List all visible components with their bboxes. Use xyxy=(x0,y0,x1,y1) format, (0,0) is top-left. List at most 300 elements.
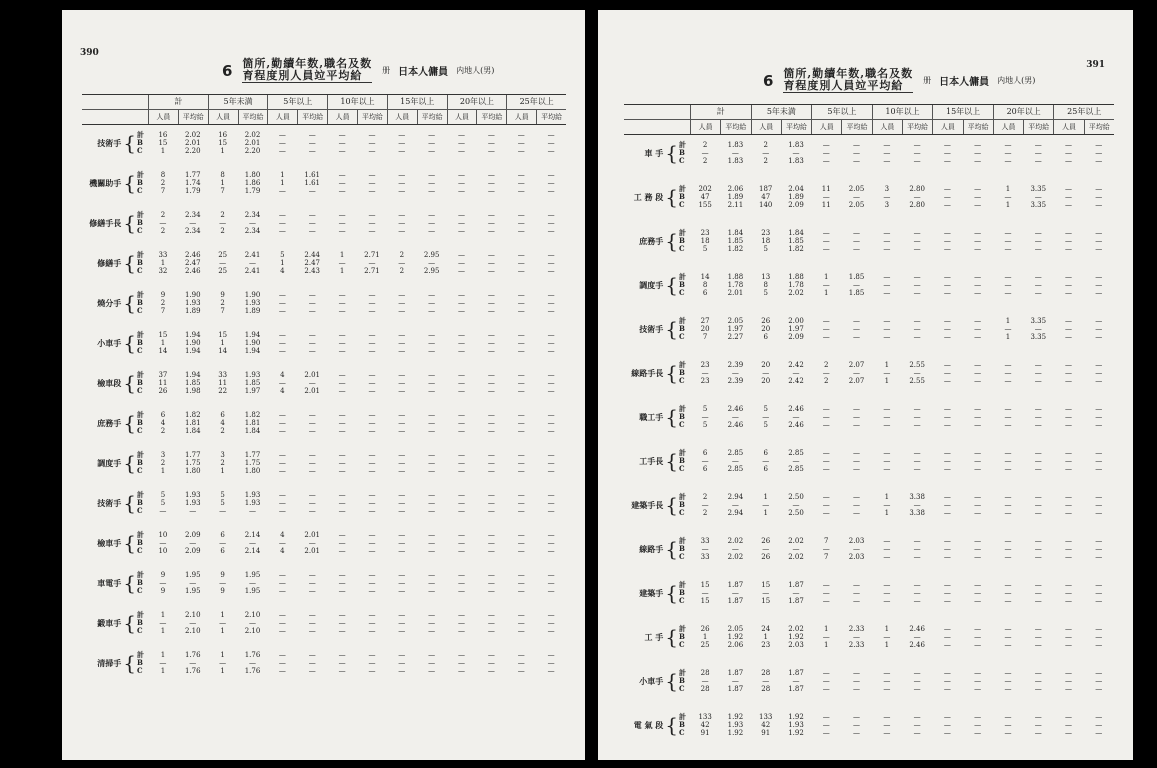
table-cell: — xyxy=(487,339,495,347)
table-cell: — xyxy=(974,633,982,641)
table-cell: — xyxy=(487,387,495,395)
table-cell: — xyxy=(308,659,316,667)
table-cell: 2.02 xyxy=(244,131,261,139)
row-group-label xyxy=(82,411,148,435)
table-cell: — xyxy=(1095,413,1103,421)
table-cell: 140 xyxy=(759,201,773,209)
table-cell: 7 xyxy=(160,187,166,195)
table-cell: — xyxy=(487,251,495,259)
table-cell: — xyxy=(853,669,861,677)
table-cell: — xyxy=(1095,581,1103,589)
table-cell: 2.46 xyxy=(909,625,925,633)
table-cell: — xyxy=(278,307,286,315)
brace: { xyxy=(123,131,136,155)
table-cell: — xyxy=(1095,493,1103,501)
table-cell: — xyxy=(517,131,525,139)
column-group-label: 5年以上 xyxy=(811,105,872,119)
table-cell: — xyxy=(1095,641,1103,649)
table-cell: — xyxy=(487,571,495,579)
table-cell: 4 xyxy=(280,267,285,275)
table-cell: 6 xyxy=(763,465,768,473)
row-key: C xyxy=(679,508,685,517)
table-cell: — xyxy=(338,131,346,139)
table-cell: — xyxy=(883,721,891,729)
table-cell: — xyxy=(487,411,495,419)
row-group-label xyxy=(82,211,148,235)
table-cell: 2.34 xyxy=(184,227,201,235)
table-cell: 2.01 xyxy=(244,139,261,147)
table-cell: — xyxy=(428,187,436,195)
row-key: B xyxy=(137,418,143,427)
occupation-name: 檢車手 xyxy=(97,537,122,548)
table-cell: — xyxy=(159,219,167,227)
table-cell: — xyxy=(368,147,376,155)
table-cell: — xyxy=(1095,325,1103,333)
table-cell: 1.84 xyxy=(727,229,744,237)
table-cell: — xyxy=(974,581,982,589)
table-cell: 2.39 xyxy=(727,361,744,369)
table-cell: — xyxy=(278,291,286,299)
table-cell: 2.03 xyxy=(848,537,865,545)
table-cell: — xyxy=(428,619,436,627)
table-row xyxy=(690,185,1114,193)
table-cell: 1 xyxy=(160,259,166,267)
table-cell: 2 xyxy=(160,427,166,435)
row-key: B xyxy=(137,578,143,587)
row-key: 計 xyxy=(137,530,144,539)
table-cell: — xyxy=(308,491,316,499)
table-cell: — xyxy=(458,379,466,387)
table-row xyxy=(148,387,566,395)
table-cell: — xyxy=(974,509,982,517)
table-cell: — xyxy=(458,451,466,459)
table-cell: — xyxy=(913,149,921,157)
table-cell: — xyxy=(487,491,495,499)
table-cell: — xyxy=(428,507,436,515)
table-cell: 1.93 xyxy=(727,721,744,729)
table-cell: — xyxy=(308,339,316,347)
table-cell: 23 xyxy=(700,377,710,385)
row-values xyxy=(690,185,1114,209)
table-cell: — xyxy=(883,685,891,693)
table-cell: — xyxy=(249,507,256,515)
column-group-label: 5年未満 xyxy=(751,105,812,119)
table-cell: — xyxy=(943,721,951,729)
table-cell: — xyxy=(428,147,436,155)
table-cell: 1.75 xyxy=(184,459,201,467)
table-cell: — xyxy=(913,449,921,457)
table-cell: 11 xyxy=(158,379,168,387)
table-cell: 7 xyxy=(220,307,225,315)
table-cell: — xyxy=(1095,677,1103,685)
table-cell: — xyxy=(428,547,436,555)
table-cell: — xyxy=(1034,677,1042,685)
row-values xyxy=(690,229,1114,253)
table-cell: — xyxy=(517,531,525,539)
table-cell: — xyxy=(792,413,800,421)
table-cell: 1 xyxy=(220,611,225,619)
unit-label: 册 xyxy=(382,66,391,75)
table-cell: — xyxy=(1034,545,1042,553)
table-cell: — xyxy=(368,611,376,619)
title-line-1: 箇所,勤續年数,職名及数 xyxy=(242,57,373,70)
table-cell: 2.10 xyxy=(244,611,261,619)
table-cell: — xyxy=(1004,413,1012,421)
table-row xyxy=(690,641,1114,649)
table-cell: — xyxy=(308,291,316,299)
table-cell: 2.46 xyxy=(909,641,925,649)
table-cell: 1 xyxy=(1005,333,1011,341)
table-cell: — xyxy=(1065,245,1073,253)
table-row xyxy=(690,509,1114,517)
table-cell: — xyxy=(943,245,951,253)
table-cell: — xyxy=(1095,149,1103,157)
table-cell: — xyxy=(338,547,346,555)
table-cell: 2.27 xyxy=(727,333,744,341)
table-cell: 2.01 xyxy=(184,139,201,147)
table-cell: 2.46 xyxy=(184,267,201,275)
table-cell: 26 xyxy=(158,387,168,395)
table-cell: — xyxy=(458,419,466,427)
row-values xyxy=(148,371,566,395)
table-cell: 2 xyxy=(702,157,708,165)
table-cell: — xyxy=(368,219,376,227)
table-cell: — xyxy=(398,147,406,155)
table-cell: — xyxy=(428,387,436,395)
table-cell: — xyxy=(1034,589,1042,597)
table-number: 6 xyxy=(763,71,774,90)
table-cell: 1.90 xyxy=(184,291,201,299)
occupation-name: 建築手 xyxy=(639,587,664,598)
table-cell: 23 xyxy=(700,361,710,369)
table-cell: — xyxy=(547,627,555,635)
table-row xyxy=(148,627,566,635)
table-cell: — xyxy=(338,171,346,179)
table-cell: — xyxy=(368,299,376,307)
table-cell: 2.03 xyxy=(848,553,865,561)
table-cell: 11 xyxy=(821,185,831,193)
table-cell: 2.95 xyxy=(423,251,440,259)
table-cell: — xyxy=(428,539,436,547)
table-cell: — xyxy=(1004,537,1012,545)
table-cell: — xyxy=(428,139,436,147)
table-cell: 2 xyxy=(220,211,225,219)
table-cell: — xyxy=(1004,509,1012,517)
page-number: 391 xyxy=(1086,60,1105,70)
table-cell: 2.14 xyxy=(244,547,261,555)
row-group xyxy=(624,185,1114,209)
table-cell: — xyxy=(398,547,406,555)
table-cell: 15 xyxy=(158,139,168,147)
row-values xyxy=(690,669,1114,693)
row-key: C xyxy=(137,666,143,675)
table-cell: 1 xyxy=(160,611,166,619)
table-cell: — xyxy=(368,171,376,179)
table-cell: 25 xyxy=(218,267,228,275)
table-row xyxy=(148,259,566,267)
table-cell: — xyxy=(368,379,376,387)
table-cell: 2 xyxy=(160,459,166,467)
table-cell: 1.97 xyxy=(788,325,804,333)
row-group-label xyxy=(82,491,148,515)
row-key: C xyxy=(679,288,685,297)
table-cell: — xyxy=(487,547,495,555)
table-cell: — xyxy=(547,667,555,675)
table-cell: 1 xyxy=(160,467,166,475)
table-cell: — xyxy=(1034,633,1042,641)
table-cell: — xyxy=(883,157,891,165)
table-cell: — xyxy=(1034,289,1042,297)
sub-column-label: 平均給 xyxy=(476,110,506,124)
table-cell: 14 xyxy=(700,273,710,281)
table-cell: — xyxy=(398,219,406,227)
table-row xyxy=(690,369,1114,377)
row-values xyxy=(148,131,566,155)
table-cell: 2.07 xyxy=(848,361,865,369)
table-cell: — xyxy=(1095,669,1103,677)
row-key: C xyxy=(679,728,685,737)
table-cell: — xyxy=(883,413,891,421)
table-cell: — xyxy=(278,227,286,235)
table-cell: 2.20 xyxy=(184,147,201,155)
table-cell: 1.81 xyxy=(244,419,261,427)
table-cell: — xyxy=(249,619,256,627)
table-cell: 2 xyxy=(824,361,829,369)
table-cell: 2 xyxy=(763,141,768,149)
table-row xyxy=(148,371,566,379)
table-cell: — xyxy=(822,333,830,341)
table-cell: — xyxy=(398,579,406,587)
row-group xyxy=(82,291,566,315)
table-cell: 15 xyxy=(761,597,771,605)
table-cell: — xyxy=(517,211,525,219)
table-cell: — xyxy=(278,131,286,139)
row-group xyxy=(82,131,566,155)
table-cell: — xyxy=(428,219,436,227)
table-cell: — xyxy=(338,619,346,627)
table-cell: — xyxy=(278,651,286,659)
column-group-label: 25年以上 xyxy=(506,95,566,109)
table-cell: — xyxy=(913,721,921,729)
table-cell: — xyxy=(458,371,466,379)
table-cell: — xyxy=(1034,325,1042,333)
table-cell: — xyxy=(974,405,982,413)
table-cell: — xyxy=(853,333,861,341)
table-cell: 1.87 xyxy=(727,685,744,693)
row-group-label xyxy=(624,537,690,561)
row-key: C xyxy=(137,426,143,435)
row-group-label xyxy=(624,361,690,385)
table-row xyxy=(690,589,1114,597)
table-cell: — xyxy=(913,413,921,421)
table-cell: 4 xyxy=(160,419,166,427)
table-cell: 2.04 xyxy=(788,185,804,193)
table-row xyxy=(148,339,566,347)
table-cell: 1.85 xyxy=(788,237,804,245)
table-cell: 2.71 xyxy=(364,251,380,259)
table-cell: — xyxy=(308,187,316,195)
row-values xyxy=(148,531,566,555)
row-values xyxy=(148,451,566,475)
column-group-header xyxy=(624,105,1114,120)
table-row xyxy=(690,537,1114,545)
table-cell: — xyxy=(398,139,406,147)
table-cell: — xyxy=(853,245,861,253)
table-cell: — xyxy=(517,587,525,595)
occupation-name: 工 手 xyxy=(644,631,664,642)
table-cell: — xyxy=(308,499,316,507)
table-cell: — xyxy=(1095,281,1103,289)
sub-column-label: 平均給 xyxy=(902,120,932,134)
table-cell: 3 xyxy=(160,451,166,459)
row-key: C xyxy=(137,546,143,555)
table-cell: 4 xyxy=(280,531,285,539)
table-cell: — xyxy=(1095,597,1103,605)
row-key: B xyxy=(137,218,143,227)
table-cell: — xyxy=(368,339,376,347)
table-cell: — xyxy=(487,659,495,667)
table-cell: — xyxy=(278,459,286,467)
row-key: C xyxy=(679,156,685,165)
table-cell: 1.87 xyxy=(727,597,744,605)
brace: { xyxy=(665,537,678,561)
table-cell: — xyxy=(517,507,525,515)
row-group-label xyxy=(624,625,690,649)
column-group-label: 10年以上 xyxy=(327,95,387,109)
row-keys xyxy=(679,141,686,165)
table-cell: — xyxy=(1065,589,1073,597)
table-cell: — xyxy=(1034,509,1042,517)
table-cell: 1.92 xyxy=(727,633,744,641)
table-cell: — xyxy=(428,339,436,347)
table-cell: — xyxy=(822,581,830,589)
row-group-label xyxy=(624,317,690,341)
table-cell: — xyxy=(308,507,316,515)
table-cell: — xyxy=(487,211,495,219)
table-cell: 2.05 xyxy=(848,201,865,209)
row-key: B xyxy=(679,324,685,333)
table-cell: — xyxy=(853,449,861,457)
table-cell: — xyxy=(458,267,466,275)
table-cell: — xyxy=(338,147,346,155)
header-spacer xyxy=(624,120,690,134)
table-cell: 8 xyxy=(220,171,225,179)
row-key: C xyxy=(679,332,685,341)
row-key: 計 xyxy=(137,170,144,179)
table-cell: 18 xyxy=(700,237,710,245)
table-cell: 5 xyxy=(220,491,225,499)
row-values xyxy=(690,141,1114,165)
table-cell: — xyxy=(822,317,830,325)
table-cell: — xyxy=(547,659,555,667)
table-cell: — xyxy=(853,405,861,413)
row-group xyxy=(624,493,1114,517)
table-cell: 8 xyxy=(160,171,166,179)
table-cell: — xyxy=(943,413,951,421)
table-cell: — xyxy=(368,139,376,147)
table-cell: — xyxy=(547,251,555,259)
table-cell: 1.84 xyxy=(788,229,804,237)
table-cell: — xyxy=(458,619,466,627)
table-cell: — xyxy=(308,459,316,467)
table-cell: — xyxy=(943,149,951,157)
table-cell: — xyxy=(278,579,286,587)
row-key: C xyxy=(137,226,143,235)
table-cell: 1.77 xyxy=(184,171,201,179)
table-cell: — xyxy=(458,299,466,307)
row-values xyxy=(148,571,566,595)
table-cell: — xyxy=(368,491,376,499)
table-row xyxy=(148,171,566,179)
sub-column-label: 平均給 xyxy=(178,110,208,124)
table-cell: — xyxy=(1004,449,1012,457)
table-cell: — xyxy=(487,667,495,675)
table-cell: — xyxy=(913,333,921,341)
row-key: 計 xyxy=(679,272,686,281)
table-cell: 24 xyxy=(761,625,771,633)
row-group-label xyxy=(82,371,148,395)
table-cell: — xyxy=(1004,597,1012,605)
row-group-label xyxy=(82,451,148,475)
table-cell: — xyxy=(1065,185,1073,193)
table-cell: 133 xyxy=(698,713,712,721)
row-group xyxy=(82,211,566,235)
occupation-name: 鍛車手 xyxy=(97,617,122,628)
row-key: C xyxy=(679,420,685,429)
table-cell: — xyxy=(547,131,555,139)
table-cell: — xyxy=(368,187,376,195)
table-cell: — xyxy=(487,459,495,467)
table-cell: — xyxy=(368,411,376,419)
table-cell: — xyxy=(792,677,800,685)
table-cell: — xyxy=(398,491,406,499)
table-cell: 3.35 xyxy=(1030,201,1047,209)
row-group-label xyxy=(624,713,690,737)
table-cell: — xyxy=(883,149,891,157)
table-cell: 2.50 xyxy=(788,493,804,501)
table-cell: 9 xyxy=(220,587,225,595)
table-cell: — xyxy=(338,211,346,219)
table-cell: — xyxy=(1065,325,1073,333)
table-cell: — xyxy=(547,307,555,315)
table-cell: 1.83 xyxy=(727,157,744,165)
table-cell: 1 xyxy=(280,179,285,187)
table-cell: 9 xyxy=(160,587,166,595)
brace: { xyxy=(665,229,678,253)
row-key: B xyxy=(679,236,685,245)
brace: { xyxy=(123,411,136,435)
table-row xyxy=(148,507,566,515)
table-cell: 91 xyxy=(761,729,771,737)
table-cell: 20 xyxy=(700,325,710,333)
table-cell: 2.55 xyxy=(909,377,925,385)
table-cell: — xyxy=(547,139,555,147)
brace: { xyxy=(123,611,136,635)
table-row xyxy=(148,307,566,315)
table-cell: — xyxy=(974,229,982,237)
table-cell: — xyxy=(278,419,286,427)
table-cell: — xyxy=(762,413,770,421)
table-cell: 6 xyxy=(702,449,708,457)
table-cell: 1 xyxy=(763,493,768,501)
table-cell: — xyxy=(398,227,406,235)
table-cell: — xyxy=(974,729,982,737)
row-key: C xyxy=(679,552,685,561)
table-cell: 11 xyxy=(218,379,228,387)
row-values xyxy=(690,581,1114,605)
table-cell: 1.89 xyxy=(788,193,804,201)
table-cell: — xyxy=(278,219,286,227)
